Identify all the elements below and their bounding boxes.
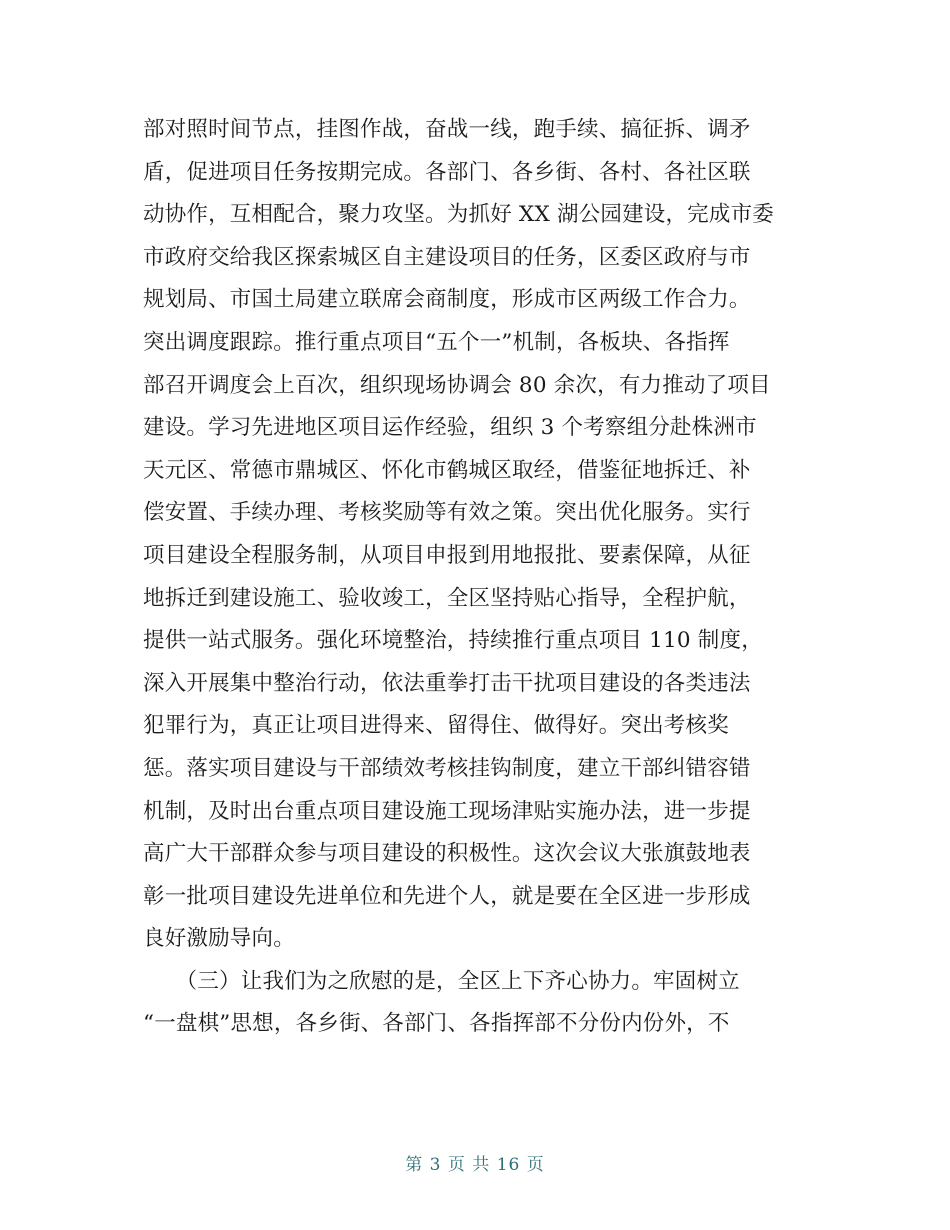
text-line: 深入开展集中整治行动，依法重拳打击干扰项目建设的各类违法 (143, 670, 751, 696)
text-line: 犯罪行为，真正让项目进得来、留得住、做得好。突出考核奖 (143, 713, 729, 739)
text-line: “一盘棋”思想，各乡街、各部门、各指挥部不分份内份外，不 (143, 1011, 730, 1037)
text-line: 部召开调度会上百次，组织现场协调会 80 余次，有力推动了项目 (143, 372, 771, 398)
text-line: 偿安置、手续办理、考核奖励等有效之策。突出优化服务。实行 (143, 500, 751, 526)
text-line: （三）让我们为之欣慰的是，全区上下齐心协力。牢固树立 (143, 968, 740, 994)
page-number-footer: 第 3 页 共 16 页 (405, 1155, 545, 1175)
text-line: 惩。落实项目建设与干部绩效考核挂钩制度，建立干部纠错容错 (143, 755, 751, 781)
text-line: 良好激励导向。 (143, 926, 295, 952)
text-line: 彰一批项目建设先进单位和先进个人，就是要在全区进一步形成 (143, 883, 751, 909)
text-line: 提供一站式服务。强化环境整治，持续推行重点项目 110 制度， (143, 628, 763, 654)
text-line: 动协作，互相配合，聚力攻坚。为抓好 XX 湖公园建设，完成市委 (143, 202, 774, 228)
text-line: 部对照时间节点，挂图作战，奋战一线，跑手续、搞征拆、调矛 (143, 117, 751, 142)
text-line: 突出调度跟踪。推行重点项目“五个一”机制，各板块、各指挥 (143, 329, 730, 355)
text-line: 规划局、市国土局建立联席会商制度，形成市区两级工作合力。 (143, 287, 751, 313)
text-line: 机制，及时出台重点项目建设施工现场津贴实施办法，进一步提 (143, 798, 751, 824)
text-line: 项目建设全程服务制，从项目申报到用地报批、要素保障，从征 (143, 542, 751, 568)
text-line: 地拆迁到建设施工、验收竣工，全区坚持贴心指导，全程护航， (143, 585, 751, 611)
text-line: 盾，促进项目任务按期完成。各部门、各乡街、各村、各社区联 (143, 159, 751, 185)
text-line: 市政府交给我区探索城区自主建设项目的任务，区委区政府与市 (143, 244, 751, 270)
body-text (143, 109, 815, 1046)
text-line: 建设。学习先进地区项目运作经验，组织 3 个考察组分赴株洲市 (143, 415, 757, 441)
text-line: 天元区、常德市鼎城区、怀化市鹤城区取经，借鉴征地拆迁、补 (143, 457, 751, 483)
text-line: 高广大干部群众参与项目建设的积极性。这次会议大张旗鼓地表 (143, 841, 751, 867)
